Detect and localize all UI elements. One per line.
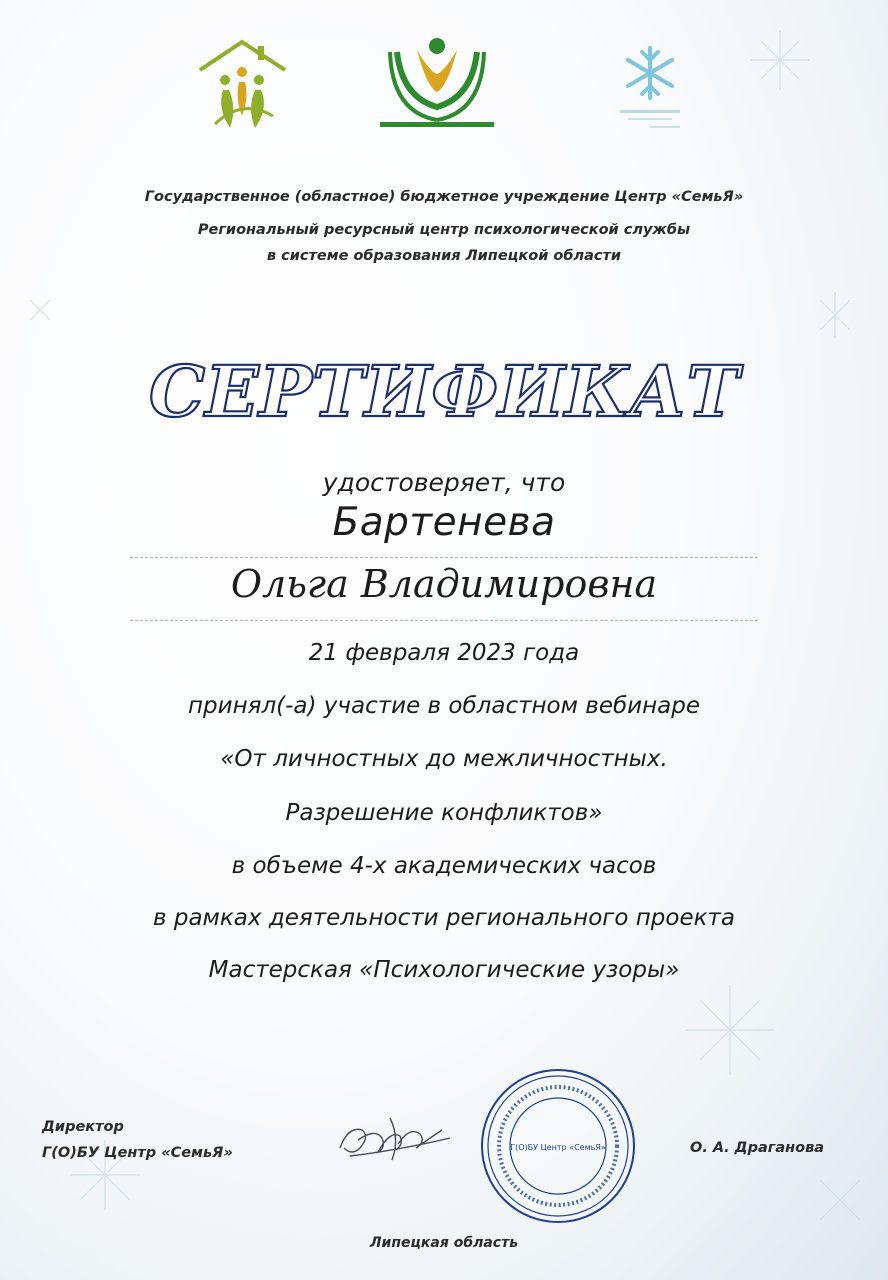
official-stamp bbox=[478, 1066, 638, 1226]
director-title: Директор bbox=[42, 1119, 124, 1135]
family-center-logo-icon bbox=[372, 32, 502, 132]
organization-department-line2: в системе образования Липецкой области bbox=[266, 248, 622, 264]
director-organization: Г(О)БУ Центр «СемьЯ» bbox=[42, 1145, 233, 1161]
director-block bbox=[42, 1114, 233, 1166]
webinar-topic-line2: Разрешение конфликтов» bbox=[285, 800, 603, 826]
project-text: в рамках деятельности регионального проекта bbox=[153, 905, 735, 931]
event-date: 21 февраля 2023 года bbox=[308, 640, 580, 666]
recipient-surname: Бартенева bbox=[332, 500, 556, 545]
webinar-topic-line1: «От личностных до межличностных. bbox=[220, 746, 668, 772]
name-underline bbox=[130, 557, 758, 558]
certificate-title: СЕРТИФИКАТ bbox=[149, 350, 744, 433]
certificate-title-graphic bbox=[140, 340, 748, 440]
stamp-center-text: Г(О)БУ Центр «СемьЯ» bbox=[510, 1143, 606, 1152]
recipient-given-name: Ольга Владимировна bbox=[230, 562, 658, 606]
name-underline bbox=[130, 620, 758, 621]
region-text: Липецкая область bbox=[369, 1235, 519, 1251]
certifies-text: удостоверяет, что bbox=[322, 468, 566, 497]
organization-name: Государственное (областное) бюджетное учреждение Центр «СемьЯ» bbox=[144, 189, 744, 205]
logos-row bbox=[0, 30, 888, 140]
director-signature bbox=[330, 1108, 470, 1168]
snowflake-logo-icon bbox=[600, 40, 700, 135]
family-house-logo-icon bbox=[195, 38, 290, 133]
hours-text: в объеме 4-х академических часов bbox=[231, 853, 657, 879]
organization-department bbox=[0, 217, 888, 269]
director-name: О. А. Драганова bbox=[690, 1140, 825, 1156]
workshop-text: Мастерская «Психологические узоры» bbox=[208, 957, 680, 983]
participation-text: принял(-а) участие в областном вебинаре bbox=[187, 693, 700, 719]
organization-department-line1: Региональный ресурсный центр психологической службы bbox=[197, 222, 691, 238]
